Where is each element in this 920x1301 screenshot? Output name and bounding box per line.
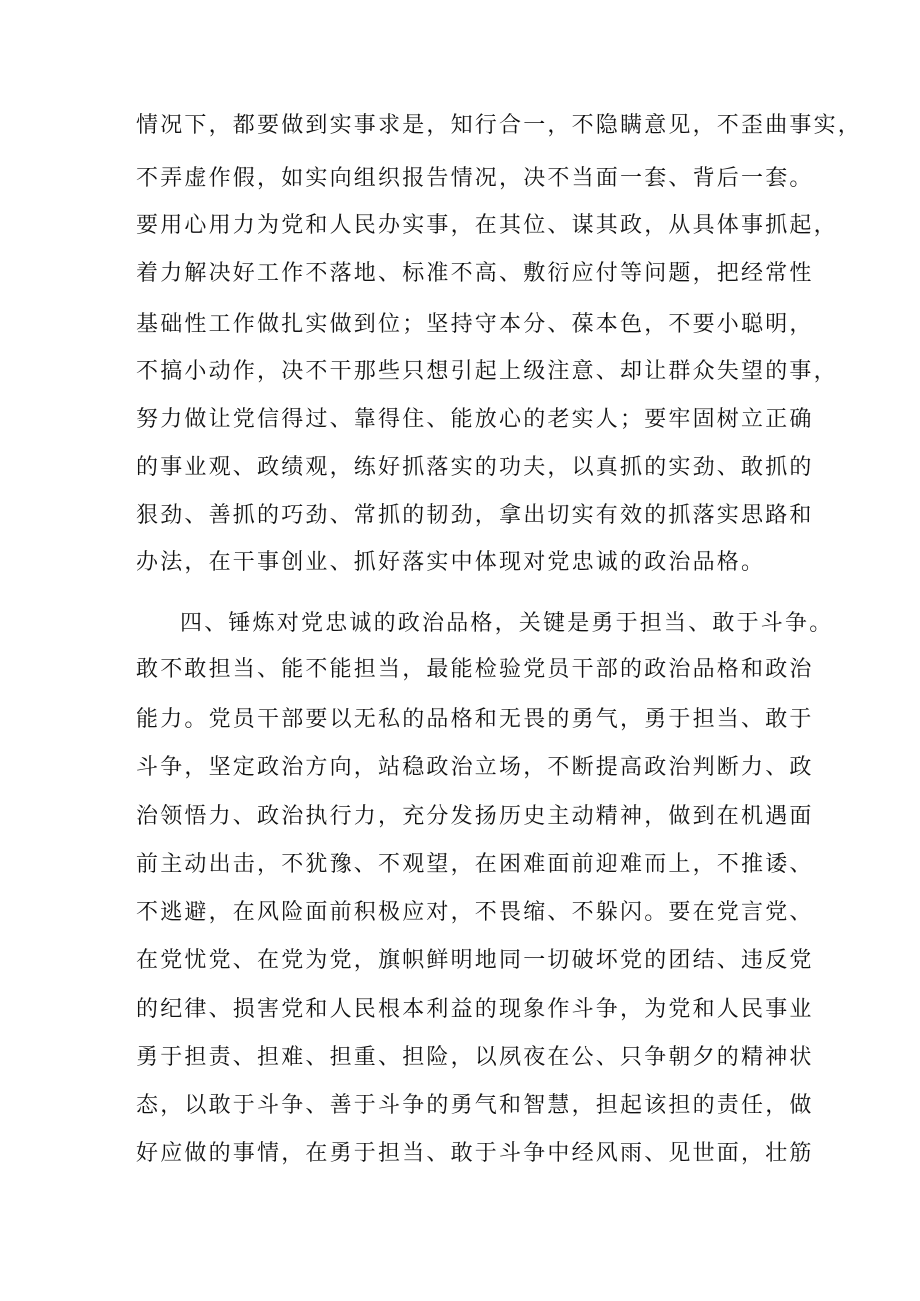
text-line: 勇于担责、担难、担重、担险，以夙夜在公、只争朝夕的精神状 xyxy=(136,1045,814,1070)
text-line: 态，以敢于斗争、善于斗争的勇气和智慧，担起该担的责任，做 xyxy=(136,1093,814,1118)
text-line: 不弄虚作假，如实向组织报告情况，决不当面一套、背后一套。 xyxy=(136,166,814,191)
text-line: 情况下，都要做到实事求是，知行合一，不隐瞒意见，不歪曲事实， xyxy=(136,113,863,138)
text-line: 的事业观、政绩观，练好抓落实的功夫，以真抓的实劲、敢抓的 xyxy=(136,455,814,480)
text-line: 不逃避，在风险面前积极应对，不畏缩、不躲闪。要在党言党、 xyxy=(136,900,814,925)
text-line: 前主动出击，不犹豫、不观望，在困难面前迎难而上，不推诿、 xyxy=(136,852,814,877)
text-line: 在党忧党、在党为党，旗帜鲜明地同一切破坏党的团结、违反党 xyxy=(136,948,814,973)
text-line: 斗争，坚定政治方向，站稳政治立场，不断提高政治判断力、政 xyxy=(136,755,814,780)
text-line: 能力。党员干部要以无私的品格和无畏的勇气，勇于担当、敢于 xyxy=(136,707,814,732)
text-line: 狠劲、善抓的巧劲、常抓的韧劲，拿出切实有效的抓落实思路和 xyxy=(136,503,814,528)
text-line: 努力做让党信得过、靠得住、能放心的老实人；要牢固树立正确 xyxy=(136,407,814,432)
text-line: 好应做的事情，在勇于担当、敢于斗争中经风雨、见世面，壮筋 xyxy=(136,1141,814,1166)
section-heading-line: 四、锤炼对党忠诚的政治品格，关键是勇于担当、敢于斗争。 xyxy=(180,611,834,636)
text-line: 着力解决好工作不落地、标准不高、敷衍应付等问题，把经常性 xyxy=(136,261,814,286)
text-line: 治领悟力、政治执行力，充分发扬历史主动精神，做到在机遇面 xyxy=(136,804,814,829)
text-line: 基础性工作做扎实做到位；坚持守本分、葆本色，不要小聪明， xyxy=(136,312,814,337)
text-line: 敢不敢担当、能不能担当，最能检验党员干部的政治品格和政治 xyxy=(136,657,814,682)
text-line: 的纪律、损害党和人民根本利益的现象作斗争，为党和人民事业 xyxy=(136,997,814,1022)
text-line: 要用心用力为党和人民办实事，在其位、谋其政，从具体事抓起， xyxy=(136,213,838,238)
text-line: 办法，在干事创业、抓好落实中体现对党忠诚的政治品格。 xyxy=(136,550,766,575)
text-line: 不搞小动作，决不干那些只想引起上级注意、却让群众失望的事， xyxy=(136,359,838,384)
